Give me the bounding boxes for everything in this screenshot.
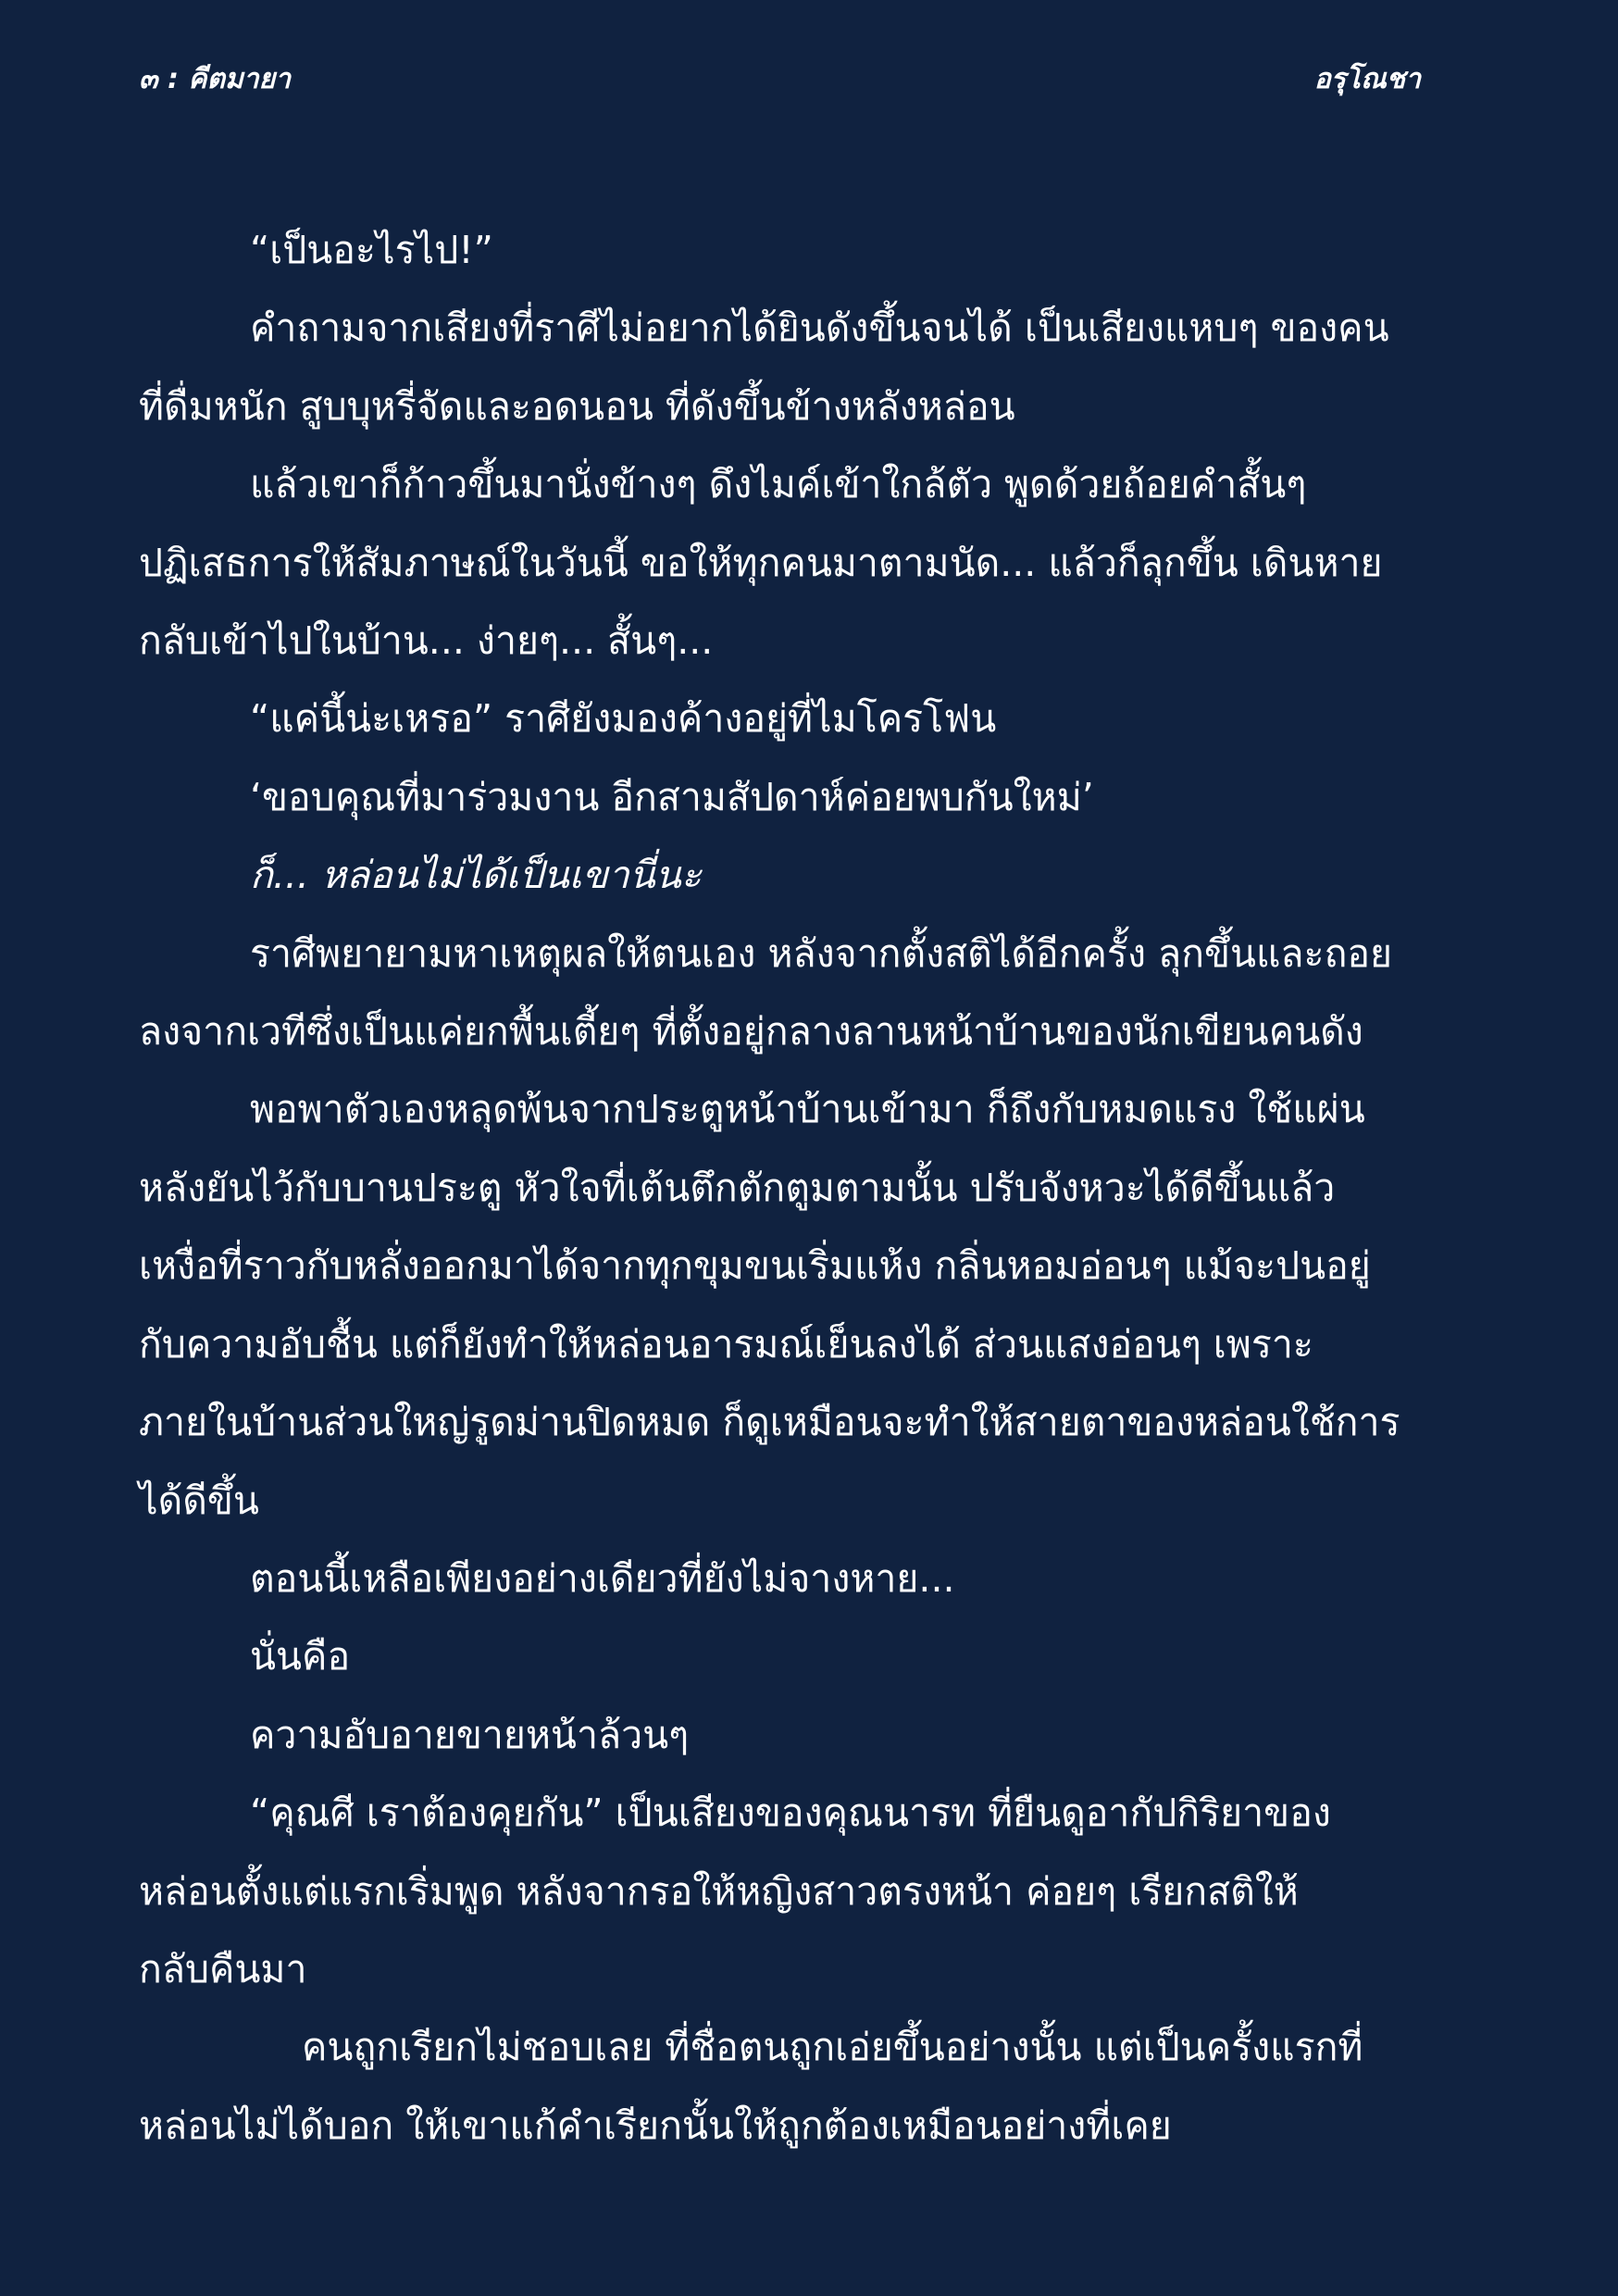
italic-thought-paragraph: ก็... หล่อนไม่ได้เป็นเขานี่นะ xyxy=(250,853,702,898)
paragraph: ‘ขอบคุณที่มาร่วมงาน อีกสามสัปดาห์ค่อยพบกันใหม่’ xyxy=(250,774,1094,819)
paragraph: “คุณศี เราต้องคุยกัน” เป็นเสียงของคุณนารท ที่ยืนดูอากัปกิริยาของ หล่อนตั้งแต่แรกเริ่มพูด หลังจากรอให้หญิงสาวตรงหน้า ค่อยๆ เรียกสติให้ กลับคืนมา xyxy=(139,1791,1331,1991)
paragraph: “แค่นี้น่ะเหรอ” ราศียังมองค้างอยู่ที่ไมโครโฟน xyxy=(250,696,997,742)
paragraph: ราศีพยายามหาเหตุผลให้ตนเอง หลังจากตั้งสติได้อีกครั้ง ลุกขึ้นและถอย ลงจากเวทีซึ่งเป็นแค่ยกพื้นเตี้ยๆ ที่ตั้งอยู่กลางลานหน้าบ้านของนักเขียนคนดัง xyxy=(139,930,1393,1054)
page-header xyxy=(139,57,1421,102)
paragraph: นั่นคือ xyxy=(250,1634,351,1679)
paragraph: ความอับอายขายหน้าล้วนๆ xyxy=(250,1712,690,1757)
chapter-title: ๓ : คีตมายา xyxy=(139,63,291,95)
paragraph: คนถูกเรียกไม่ชอบเลย ที่ชื่อตนถูกเอ่ยขึ้นอย่างนั้น แต่เป็นครั้งแรกที่ หล่อนไม่ได้บอก ให้เขาแก้คำเรียกนั้นให้ถูกต้องเหมือนอย่างที่เคย xyxy=(139,2025,1363,2148)
paragraph: “เป็นอะไรไป!” xyxy=(250,228,493,272)
author-name: อรุโณชา xyxy=(1313,63,1421,95)
paragraph: พอพาตัวเองหลุดพ้นจากประตูหน้าบ้านเข้ามา ก็ถึงกับหมดแรง ใช้แผ่น หลังยันไว้กับบานประตู หัวใจที่เต้นตึกตักตูมตามนั้น ปรับจังหวะได้ดีขึ้นแล้ว เหงื่อที่ราวกับหลั่งออกมาได้จากทุกขุมขนเริ่มแห้ง กลิ่นหอมอ่อนๆ แม้จะปนอยู่ กับความอับชื้น แต่ก็ยังทำให้หล่อนอารมณ์เย็นลงได้ ส่วนแสงอ่อนๆ เพราะ ภายในบ้านส่วนใหญ่รูดม่านปิดหมด ก็ดูเหมือนจะทำให้สายตาของหล่อนใช้การ ได้ดีขึ้น xyxy=(139,1087,1400,1523)
paragraph: ตอนนี้เหลือเพียงอย่างเดียวที่ยังไม่จางหาย... xyxy=(250,1555,955,1601)
paragraph: แล้วเขาก็ก้าวขึ้นมานั่งข้างๆ ดึงไมค์เข้าใกล้ตัว พูดด้วยถ้อยคำสั้นๆ ปฏิเสธการให้สัมภาษณ์ในวันนี้ ขอให้ทุกคนมาตามนัด... แล้วก็ลุกขึ้น เดินหาย กลับเข้าไปในบ้าน... ง่ายๆ... สั้นๆ... xyxy=(139,462,1383,664)
story-body xyxy=(139,211,1472,2165)
paragraph: คำถามจากเสียงที่ราศีไม่อยากได้ยินดังขึ้นจนได้ เป็นเสียงแหบๆ ของคน ที่ดื่มหนัก สูบบุหรี่จัดและอดนอน ที่ดังขึ้นข้างหลังหล่อน xyxy=(139,306,1389,429)
